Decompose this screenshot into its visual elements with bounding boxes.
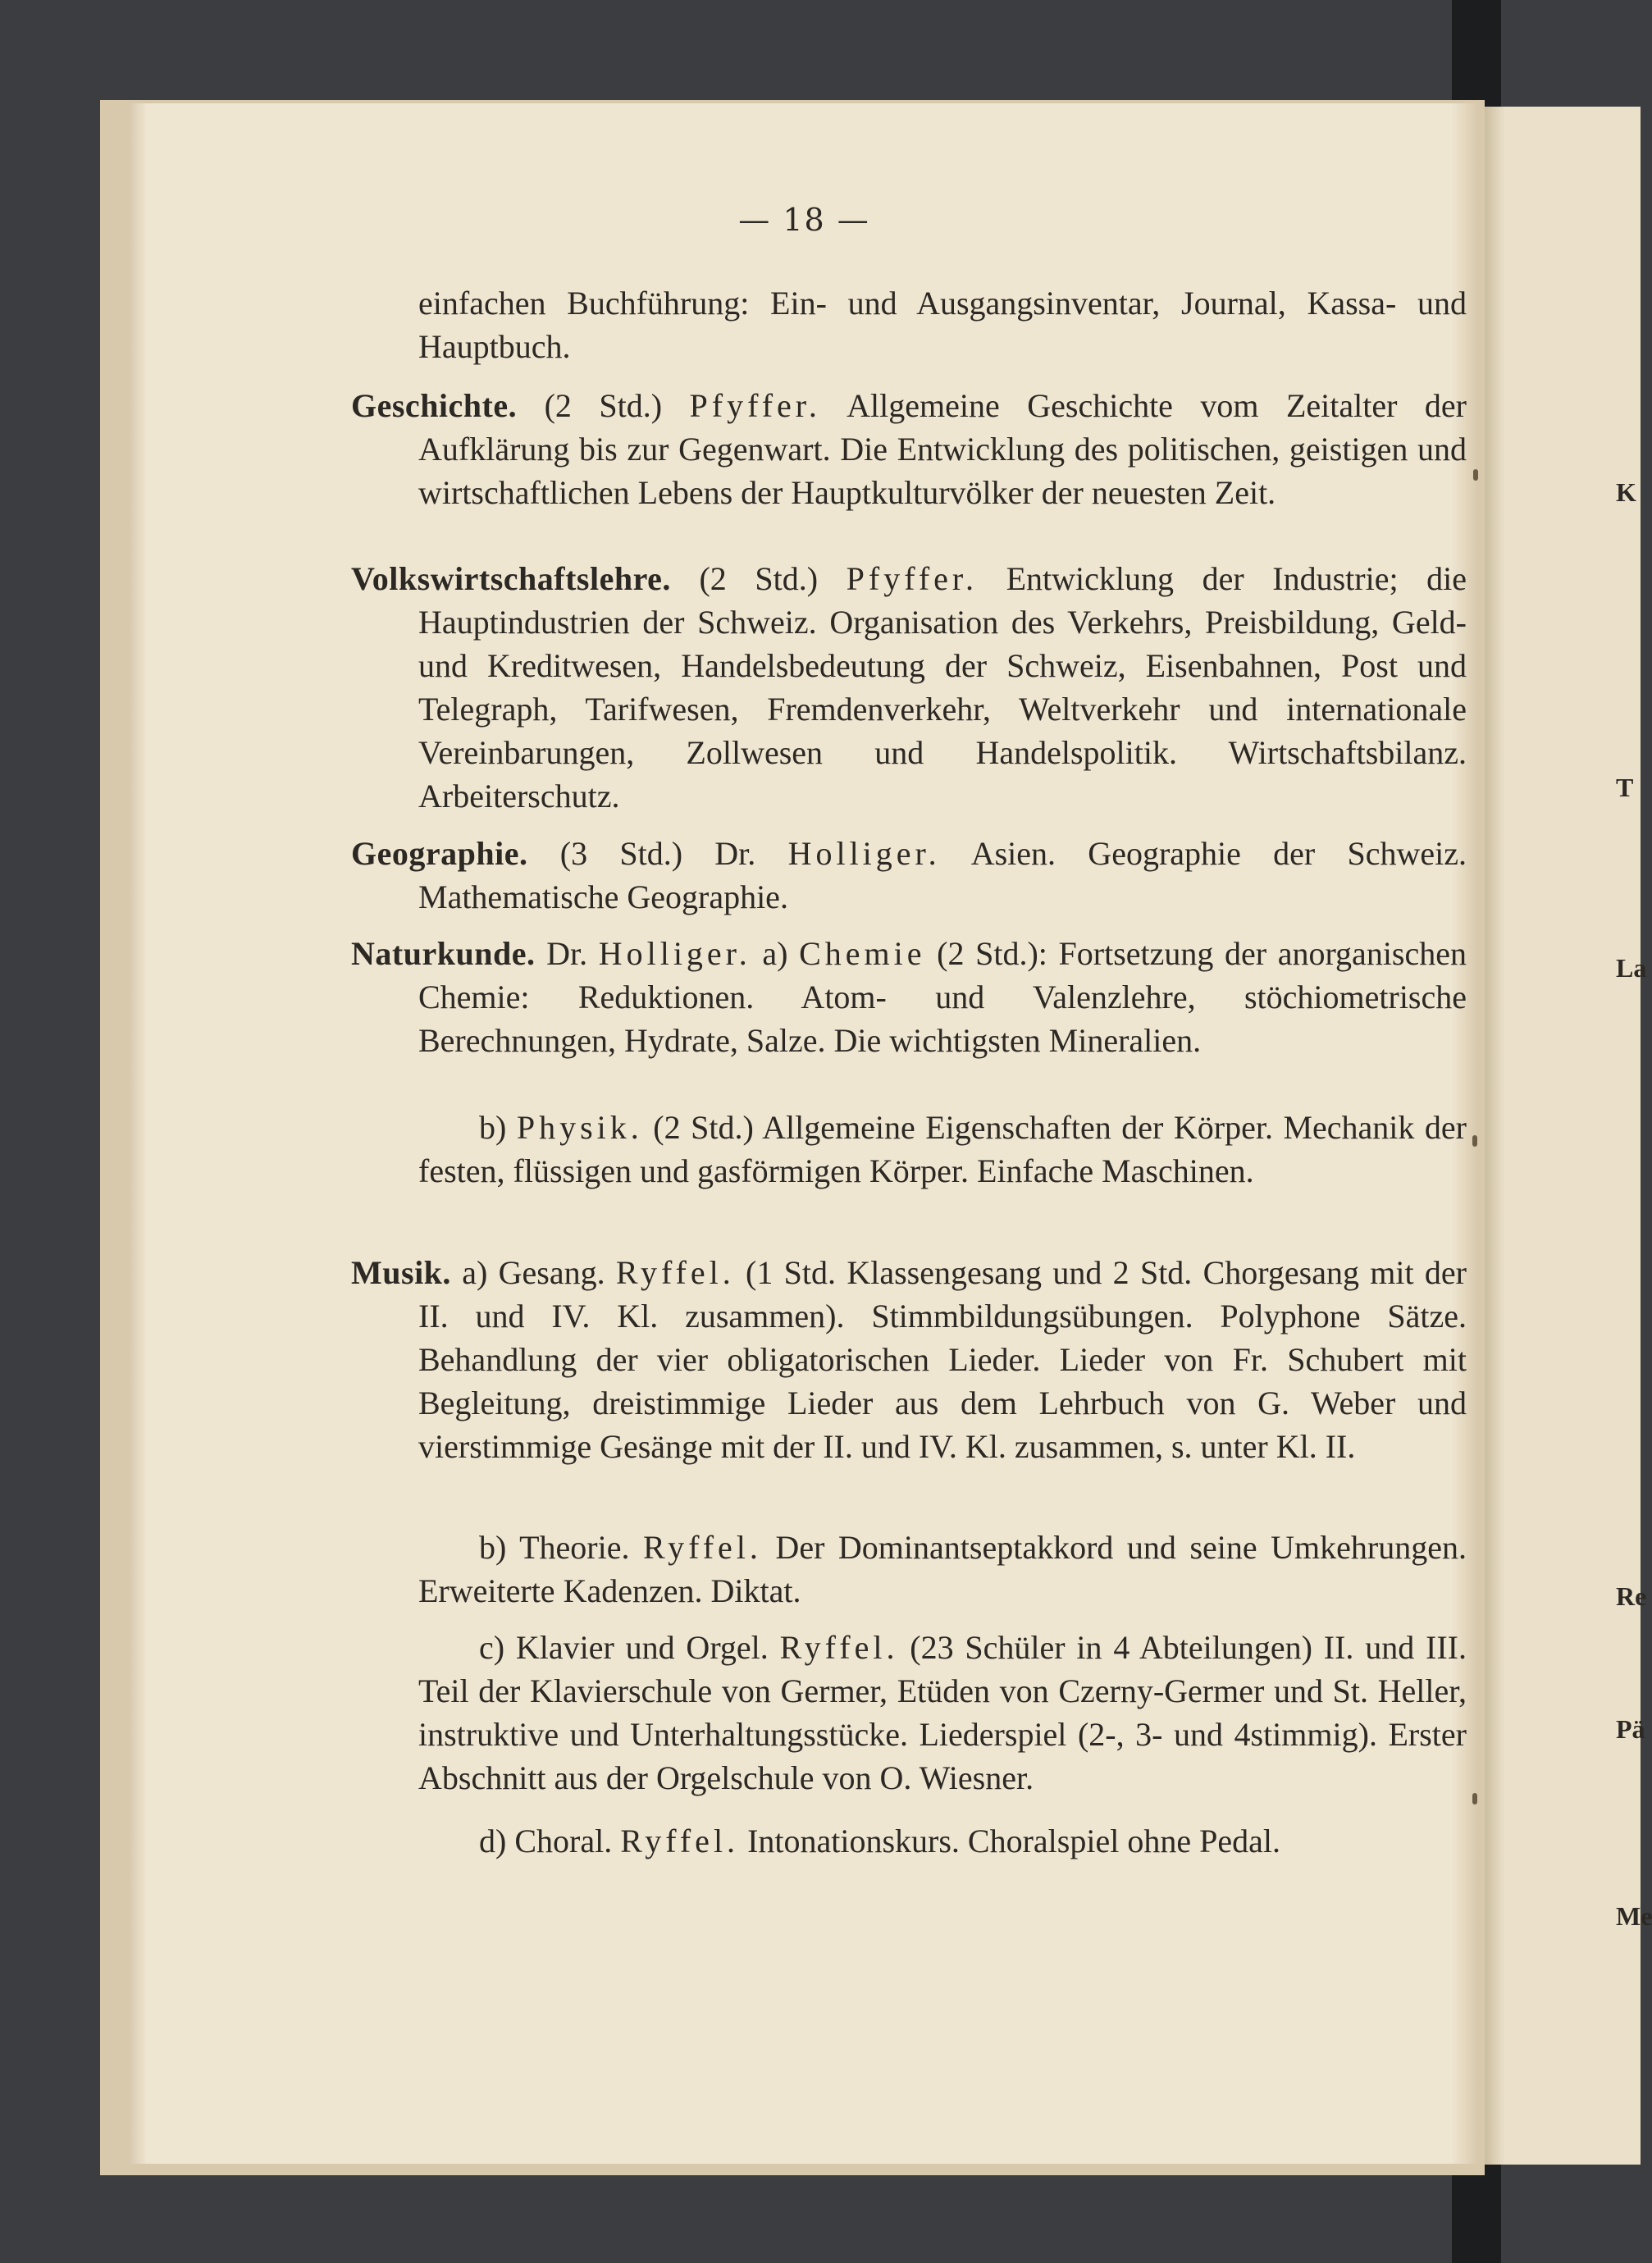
teacher-name: Pfyffer. [846, 560, 979, 597]
paragraph-naturkunde: Naturkunde. Dr. Holliger. a) Chemie (2 Std.): Fortsetzung der anorganischen Chemie: Reduktionen. Atom- und Valenzlehre, stöchiometrische Berechnungen, Hydrate, Salze. Die wichtigsten Mineralien. [351, 935, 1467, 1059]
paragraph-volkswirtschaftslehre: Volkswirtschaftslehre. (2 Std.) Pfyffer. Entwicklung der Industrie; die Hauptindustrien der Schweiz. Organisation des Verkehrs, Preisbildung, Geld- und Kreditwesen, Handelsbedeutung der Schweiz, Eisenbahnen, Post und Telegraph, Tarifwesen, Fremdenverkehr, Weltverkehr und internationale Vereinbarungen, Zollwesen und Handelspolitik. Wirtschaftsbilanz. Arbeiterschutz. [351, 560, 1467, 814]
section-heading: Geschichte. [351, 387, 518, 424]
margin-mark [1472, 1135, 1477, 1147]
adjacent-page-edge [1485, 107, 1505, 2165]
paragraph-klavier-orgel: c) Klavier und Orgel. Ryffel. (23 Schüler in 4 Abteilungen) II. und III. Teil der Klavierschule von Germer, Etüden von Czerny-Germer und St. Heller, instruktive und Unterhaltungsstücke. Liederspiel (2-, 3- und 4stimmig). Erster Abschnitt aus der Orgelschule von O. Wiesner. [418, 1629, 1467, 1796]
next-page-fragment: Me [1616, 1901, 1652, 1931]
section-heading: Naturkunde. [351, 935, 536, 972]
next-page-fragment: K [1616, 477, 1636, 507]
section-heading: Geographie. [351, 835, 528, 872]
section-heading: Musik. [351, 1254, 451, 1291]
next-page-fragment: Pä [1616, 1714, 1645, 1744]
teacher-name: Ryffel. [779, 1629, 899, 1666]
next-page-fragment: La [1616, 953, 1647, 983]
teacher-name: Ryffel. [643, 1529, 762, 1566]
book-page [130, 103, 1479, 2164]
next-page-fragment: T [1616, 773, 1634, 802]
adjacent-page [1485, 107, 1652, 2165]
page-number: — 18 — [738, 202, 870, 238]
teacher-name: Pfyffer. [689, 387, 821, 424]
teacher-name: Ryffel. [615, 1254, 735, 1291]
subject-name: Physik. [516, 1109, 643, 1146]
margin-mark [1472, 1793, 1477, 1804]
paragraph-geographie: Geographie. (3 Std.) Dr. Holliger. Asien. Geographie der Schweiz. Mathematische Geographie. [351, 835, 1467, 915]
paragraph-geschichte: Geschichte. (2 Std.) Pfyffer. Allgemeine Geschichte vom Zeitalter der Aufklärung bis zur Gegenwart. Die Entwicklung des politischen, geistigen und wirtschaftlichen Lebens der Hauptkulturvölker der neuesten Zeit. [351, 387, 1467, 511]
next-page-fragment: Re [1616, 1581, 1647, 1611]
paragraph-musik: Musik. a) Gesang. Ryffel. (1 Std. Klassengesang und 2 Std. Chorgesang mit der II. und IV. Kl. zusammen). Stimmbildungsübungen. Polyphone Sätze. Behandlung der vier obligatorischen Lieder. Lieder von Fr. Schubert mit Begleitung, dreistimmige Lieder aus dem Lehrbuch von G. Weber und vierstimmige Gesänge mit der II. und IV. Kl. zusammen, s. unter Kl. II. [351, 1254, 1467, 1465]
teacher-name: Holliger. [598, 935, 751, 972]
subject-name: Chemie [799, 935, 926, 972]
paragraph-physik: b) Physik. (2 Std.) Allgemeine Eigenschaften der Körper. Mechanik der festen, flüssigen und gasförmigen Körper. Einfache Maschinen. [418, 1109, 1467, 1189]
page-edge-left [130, 103, 148, 2164]
teacher-name: Holliger. [787, 835, 941, 872]
paragraph-choral: d) Choral. Ryffel. Intonationskurs. Choralspiel ohne Pedal. [479, 1823, 1280, 1859]
paragraph-buchfuehrung: einfachen Buchführung: Ein- und Ausgangsinventar, Journal, Kassa- und Hauptbuch. [418, 285, 1467, 365]
teacher-name: Ryffel. [620, 1823, 740, 1859]
paragraph-theorie: b) Theorie. Ryffel. Der Dominantseptakkord und seine Umkehrungen. Erweiterte Kadenzen. Diktat. [418, 1529, 1467, 1609]
section-heading: Volkswirtschaftslehre. [351, 560, 671, 597]
margin-mark [1473, 469, 1478, 481]
